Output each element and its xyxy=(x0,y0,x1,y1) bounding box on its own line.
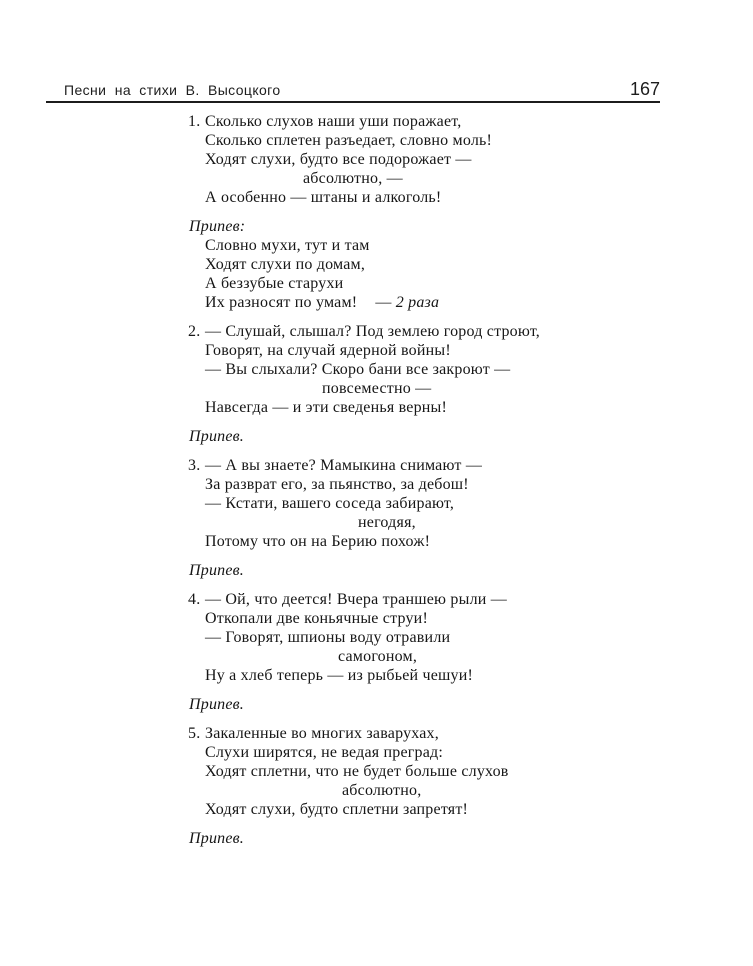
verse-line: Ходят слухи, будто сплетни запретят! xyxy=(205,801,469,818)
verse-line: Ну а хлеб теперь — из рыбьей чешуи! xyxy=(205,667,474,684)
verse-line-text: — Слушай, слышал? Под землею город строют, xyxy=(205,323,541,340)
verse-line xyxy=(188,590,728,609)
verse-line xyxy=(188,322,728,341)
chorus-line: Словно мухи, тут и там xyxy=(205,237,370,254)
verse-line-indented: абсолютно, xyxy=(342,782,422,799)
verse-4 xyxy=(188,590,728,685)
repeat-dash: — xyxy=(375,294,392,311)
verse-line-text: Сколько слухов наши уши поражает, xyxy=(205,113,462,130)
page-number: 167 xyxy=(629,79,660,99)
running-head-title: Песни на стихи В. Высоцкого xyxy=(64,82,281,98)
verse-line: — Вы слыхали? Скоро бани все закроют — xyxy=(205,361,511,378)
verse-line-text: — А вы знаете? Мамыкина снимают — xyxy=(205,457,483,474)
verse-line: Сколько сплетен разъедает, словно моль! xyxy=(205,132,493,149)
chorus-reference xyxy=(188,829,728,848)
verse-line-indented: негодяя, xyxy=(358,514,416,531)
chorus-reference xyxy=(188,561,728,580)
verse-line-text: — Ой, что деется! Вчера траншею рыли — xyxy=(205,591,507,608)
verse-number: 4. xyxy=(188,591,201,608)
verse-line-indented: абсолютно, — xyxy=(303,170,403,187)
verse-number: 2. xyxy=(188,323,201,340)
verse-line-indented: самогоном, xyxy=(338,648,418,665)
verse-line: — Говорят, шпионы воду отравили xyxy=(205,629,451,646)
repeat-note xyxy=(375,294,439,311)
chorus-reference-label: Припев. xyxy=(189,696,245,713)
repeat-note-text: 2 раза xyxy=(395,294,440,311)
verse-line: Ходят слухи, будто все подорожает — xyxy=(205,151,472,168)
verse-line-text: Закаленные во многих заварухах, xyxy=(205,725,439,742)
chorus-reference xyxy=(188,427,728,446)
chorus-line: А беззубые старухи xyxy=(205,275,344,292)
verse-number: 1. xyxy=(188,113,201,130)
verse-line: Навсегда — и эти сведенья верны! xyxy=(205,399,448,416)
chorus-reference xyxy=(188,695,728,714)
chorus-line xyxy=(205,293,728,312)
verse-number: 5. xyxy=(188,725,201,742)
verse-3 xyxy=(188,456,728,551)
verse-1 xyxy=(188,112,728,207)
chorus-reference-label: Припев. xyxy=(189,562,245,579)
verse-number: 3. xyxy=(188,457,201,474)
verse-line: — Кстати, вашего соседа забирают, xyxy=(205,495,455,512)
verse-line xyxy=(188,112,728,131)
chorus-reference-label: Припев. xyxy=(189,830,245,847)
verse-line: За разврат его, за пьянство, за дебош! xyxy=(205,476,469,493)
verse-line: Слухи ширятся, не ведая преград: xyxy=(205,744,444,761)
chorus-reference-label: Припев. xyxy=(189,428,245,445)
verse-line: Говорят, на случай ядерной войны! xyxy=(205,342,451,359)
chorus-line-text: Их разносят по умам! xyxy=(205,294,358,311)
verse-line: А особенно — штаны и алкоголь! xyxy=(205,189,442,206)
running-head xyxy=(46,80,660,103)
verse-5 xyxy=(188,724,728,819)
verse-2 xyxy=(188,322,728,417)
verse-line xyxy=(188,456,728,475)
chorus-label: Припев: xyxy=(189,218,246,235)
verse-line: Потому что он на Берию похож! xyxy=(205,533,431,550)
verse-line-indented: повсеместно — xyxy=(322,380,432,397)
song-lyrics xyxy=(188,112,728,858)
chorus xyxy=(188,217,728,312)
verse-line: Откопали две коньячные струи! xyxy=(205,610,428,627)
verse-line xyxy=(188,724,728,743)
verse-line: Ходят сплетни, что не будет больше слухов xyxy=(205,763,509,780)
chorus-line: Ходят слухи по домам, xyxy=(205,256,366,273)
